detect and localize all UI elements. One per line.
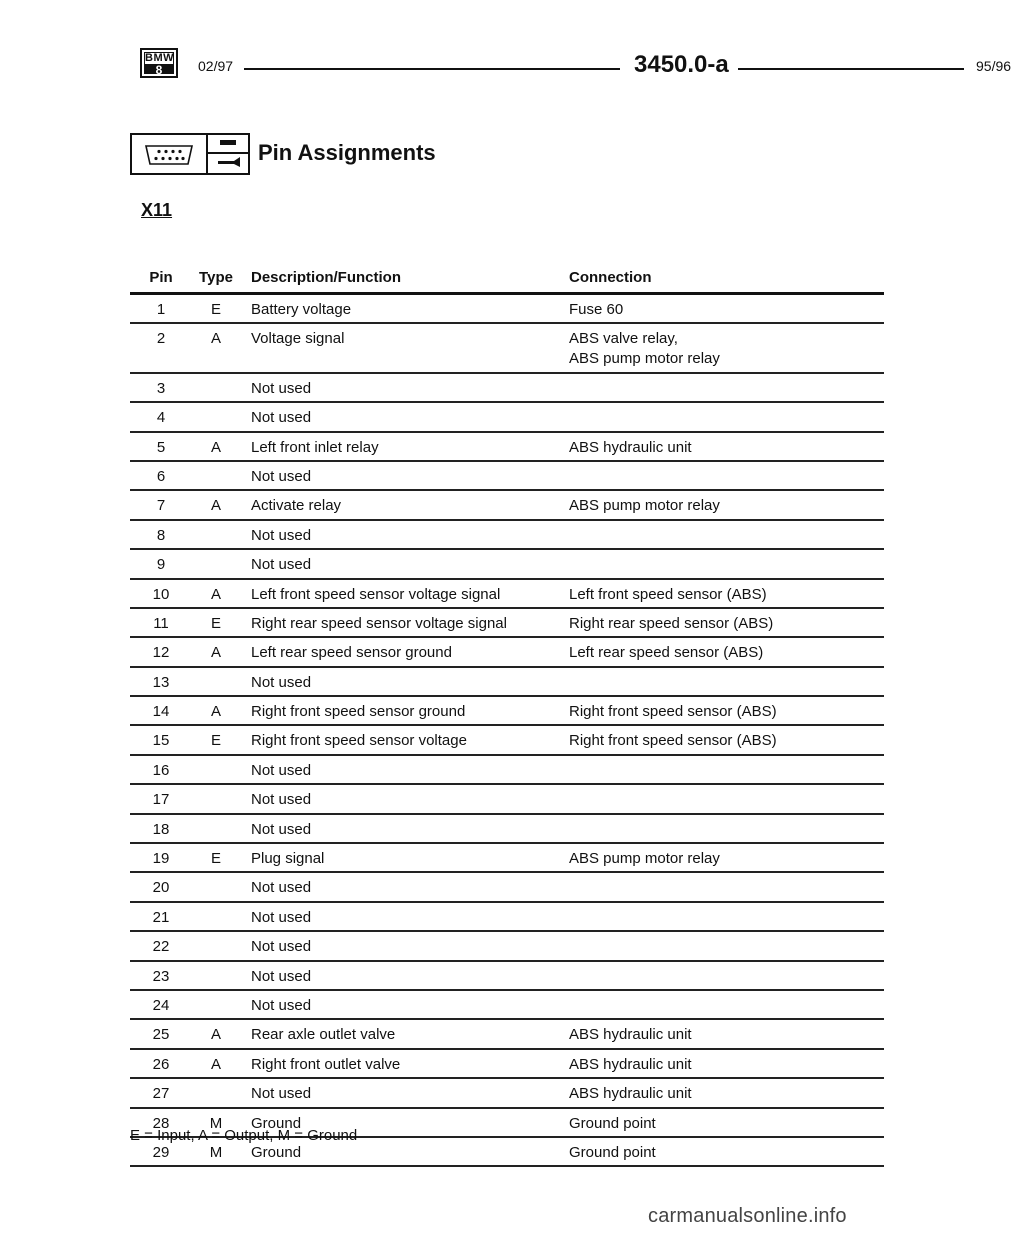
pin-connection — [569, 585, 767, 605]
pin-description: Ground — [251, 1114, 302, 1132]
table-row — [130, 844, 884, 873]
pin-description: Right front speed sensor ground — [251, 703, 466, 721]
table-row — [130, 903, 884, 932]
pin-connection — [569, 643, 763, 663]
column-header-pin: Pin — [149, 269, 173, 286]
watermark: carmanualsonline.info — [648, 1205, 847, 1227]
table-row — [130, 462, 884, 491]
pin-description: Not used — [251, 879, 312, 897]
pin-type: A — [210, 585, 221, 603]
pin-connection — [569, 1084, 692, 1104]
pin-connection — [569, 438, 692, 458]
pin-description: Activate relay — [251, 497, 342, 515]
table-row — [130, 324, 884, 373]
pin-description: Right front speed sensor voltage — [251, 732, 467, 750]
pin-number: 14 — [152, 703, 170, 721]
table-row — [130, 580, 884, 609]
pin-connection — [569, 1114, 656, 1134]
pin-number: 15 — [152, 732, 170, 750]
pin-number: 26 — [152, 1055, 170, 1073]
connection-line: Right front speed sensor (ABS) — [569, 732, 777, 750]
pin-number: 6 — [156, 467, 166, 485]
connection-line: Ground point — [569, 1143, 656, 1161]
pin-description: Not used — [251, 967, 312, 985]
connection-line: Fuse 60 — [569, 301, 624, 318]
pin-type: E — [210, 301, 221, 318]
pin-number: 29 — [152, 1143, 170, 1161]
connection-line: ABS valve relay, — [569, 330, 678, 348]
pin-number: 8 — [156, 526, 166, 544]
model-years: 95/96 — [976, 58, 1011, 74]
pin-number: 28 — [152, 1114, 170, 1132]
pin-number: 12 — [152, 644, 170, 662]
connection-line: ABS pump motor relay — [569, 350, 720, 368]
table-row — [130, 295, 884, 324]
pin-number: 1 — [156, 301, 166, 318]
table-row — [130, 962, 884, 991]
pin-number: 16 — [152, 761, 170, 779]
pin-type: A — [210, 438, 221, 456]
connection-line: Left rear speed sensor (ABS) — [569, 644, 764, 662]
connection-line: Right front speed sensor (ABS) — [569, 703, 777, 721]
logo-bottom-text: 8 — [144, 65, 174, 74]
pin-number: 20 — [152, 879, 170, 897]
pin-description: Not used — [251, 673, 312, 691]
table-row — [130, 1020, 884, 1049]
pin-description: Rear axle outlet valve — [251, 1026, 396, 1044]
column-header-connection: Connection — [569, 269, 652, 286]
pin-description: Not used — [251, 379, 312, 397]
pin-type: A — [210, 497, 221, 515]
pin-description: Left rear speed sensor ground — [251, 644, 452, 662]
table-row — [130, 609, 884, 638]
connector-label: X11 — [141, 200, 173, 220]
pin-type: E — [210, 850, 221, 868]
pin-description: Left front inlet relay — [251, 438, 379, 456]
connector-pin-icon — [130, 133, 250, 175]
pin-description: Voltage signal — [251, 330, 345, 348]
pin-number: 27 — [152, 1085, 170, 1103]
pin-type: A — [210, 330, 221, 348]
pin-number: 13 — [152, 673, 170, 691]
pin-number: 19 — [152, 850, 170, 868]
pin-description: Left front speed sensor voltage signal — [251, 585, 501, 603]
connection-line: Ground point — [569, 1114, 656, 1132]
pin-connection — [569, 329, 720, 369]
connection-line: ABS hydraulic unit — [569, 438, 692, 456]
page-title: Pin Assignments — [258, 140, 436, 165]
pin-description: Not used — [251, 467, 312, 485]
pin-description: Not used — [251, 791, 312, 809]
table-row — [130, 815, 884, 844]
connection-line: Right rear speed sensor (ABS) — [569, 614, 774, 632]
pin-connection — [569, 1143, 656, 1163]
table-row — [130, 756, 884, 785]
pin-description: Right front outlet valve — [251, 1055, 401, 1073]
pin-connection — [569, 702, 777, 722]
pin-number: 5 — [156, 438, 166, 456]
table-body — [130, 295, 884, 1167]
logo-top-text: BMW — [145, 52, 174, 64]
table-row — [130, 521, 884, 550]
pin-description: Plug signal — [251, 850, 325, 868]
column-header-description: Description/Function — [251, 269, 401, 286]
pin-icon — [208, 135, 248, 173]
type-legend: E = Input, A = Output, M = Ground — [130, 1127, 358, 1144]
document-number: 3450.0-a — [634, 51, 729, 78]
table-row — [130, 491, 884, 520]
pin-number: 24 — [152, 996, 170, 1014]
pin-description: Not used — [251, 908, 312, 926]
table-row — [130, 668, 884, 697]
pin-description: Not used — [251, 761, 312, 779]
pin-number: 9 — [156, 556, 166, 574]
header-rule-right — [738, 68, 964, 70]
table-row — [130, 550, 884, 579]
pin-connection — [569, 1055, 692, 1075]
pin-connection — [569, 614, 773, 634]
table-row — [130, 785, 884, 814]
pin-description: Right rear speed sensor voltage signal — [251, 614, 507, 632]
connector-icon — [132, 135, 208, 173]
table-row — [130, 873, 884, 902]
header-rule-left — [244, 68, 620, 70]
pin-connection — [569, 496, 720, 516]
pin-type: M — [209, 1114, 223, 1132]
table-row — [130, 932, 884, 961]
pin-number: 17 — [152, 791, 170, 809]
pin-number: 25 — [152, 1026, 170, 1044]
table-row — [130, 374, 884, 403]
pin-description: Ground — [251, 1143, 302, 1161]
table-row — [130, 638, 884, 667]
pin-number: 23 — [152, 967, 170, 985]
pin-type: A — [210, 644, 221, 662]
connection-line: ABS hydraulic unit — [569, 1085, 692, 1103]
pin-description: Not used — [251, 526, 312, 544]
pin-connection — [569, 731, 777, 751]
pin-number: 10 — [152, 585, 170, 603]
column-header-type: Type — [199, 269, 233, 286]
table-row — [130, 1079, 884, 1108]
table-row — [130, 726, 884, 755]
pin-type: A — [210, 1026, 221, 1044]
pin-description: Not used — [251, 409, 312, 427]
pin-connection — [569, 849, 720, 869]
pin-number: 3 — [156, 379, 166, 397]
table-header — [130, 264, 884, 295]
pin-description: Not used — [251, 938, 312, 956]
table-row — [130, 1050, 884, 1079]
connection-line: ABS pump motor relay — [569, 850, 720, 868]
pin-type: A — [210, 1055, 221, 1073]
pin-number: 11 — [153, 614, 169, 632]
pin-description: Not used — [251, 1085, 312, 1103]
pin-number: 4 — [156, 409, 166, 427]
table-row — [130, 697, 884, 726]
connection-line: ABS hydraulic unit — [569, 1055, 692, 1073]
pin-table — [130, 264, 884, 1167]
pin-number: 21 — [152, 908, 170, 926]
pin-type: M — [209, 1143, 223, 1161]
table-row — [130, 991, 884, 1020]
pin-connection — [569, 300, 623, 320]
pin-description: Battery voltage — [251, 301, 352, 318]
pin-number: 22 — [152, 938, 170, 956]
pin-number: 18 — [152, 820, 170, 838]
pin-description: Not used — [251, 996, 312, 1014]
pin-type: E — [210, 732, 221, 750]
connection-line: ABS hydraulic unit — [569, 1026, 692, 1044]
pin-description: Not used — [251, 820, 312, 838]
bmw-8-logo-icon — [140, 48, 178, 78]
table-row — [130, 403, 884, 432]
connection-line: ABS pump motor relay — [569, 497, 720, 515]
pin-number: 2 — [156, 330, 166, 348]
pin-connection — [569, 1025, 692, 1045]
pin-type: A — [210, 703, 221, 721]
pin-number: 7 — [156, 497, 166, 515]
page-header — [140, 48, 1011, 80]
table-row — [130, 433, 884, 462]
connection-line: Left front speed sensor (ABS) — [569, 585, 767, 603]
pin-description: Not used — [251, 556, 312, 574]
pin-type: E — [210, 614, 221, 632]
header-date: 02/97 — [198, 58, 234, 74]
